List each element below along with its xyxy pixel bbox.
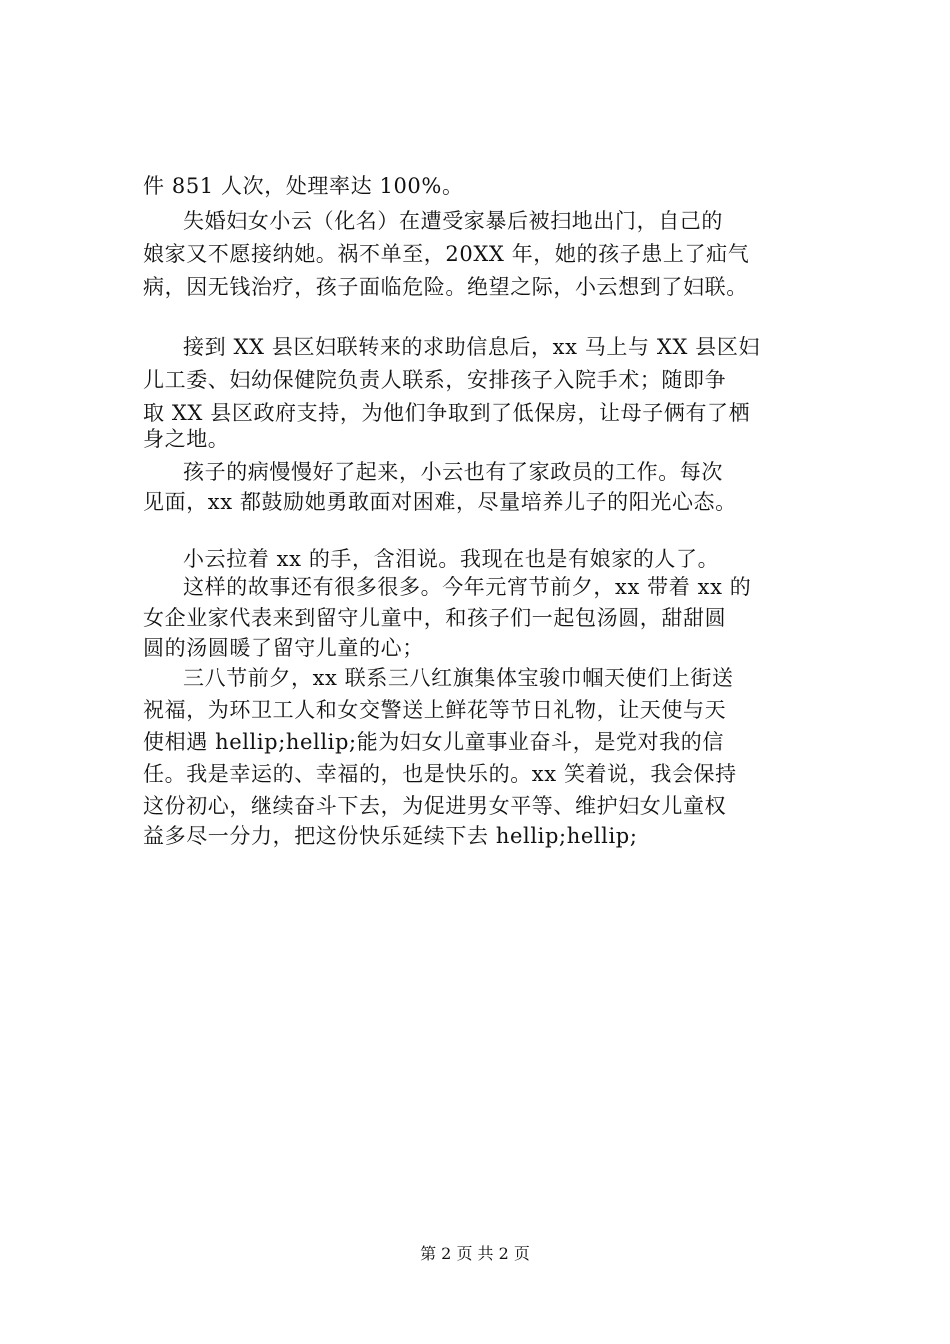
text-line: 益多尽一分力，把这份快乐延续下去 hellip;hellip;	[143, 824, 638, 848]
text-line: 见面，xx 都鼓励她勇敢面对困难，尽量培养儿子的阳光心态。	[143, 490, 737, 514]
paragraph-first-line: 小云拉着 xx 的手，含泪说。我现在也是有娘家的人了。	[183, 547, 720, 571]
text-line: 任。我是幸运的、幸福的，也是快乐的。xx 笑着说，我会保持	[143, 762, 737, 786]
page-number-footer: 第 2 页 共 2 页	[420, 1244, 530, 1263]
text-line: 娘家又不愿接纳她。祸不单至，20XX 年，她的孩子患上了疝气	[143, 242, 750, 266]
text-line: 身之地。	[143, 427, 230, 451]
text-line: 病，因无钱治疗，孩子面临危险。绝望之际，小云想到了妇联。	[143, 275, 748, 299]
text-line: 这份初心，继续奋斗下去，为促进男女平等、维护妇女儿童权	[143, 794, 727, 818]
text-line: 女企业家代表来到留守儿童中，和孩子们一起包汤圆，甜甜圆	[143, 606, 727, 630]
paragraph-first-line: 这样的故事还有很多很多。今年元宵节前夕，xx 带着 xx 的	[183, 575, 752, 599]
text-line: 件 851 人次，处理率达 100%。	[143, 174, 464, 198]
text-line: 使相遇 hellip;hellip;能为妇女儿童事业奋斗，是党对我的信	[143, 730, 724, 754]
paragraph-first-line: 三八节前夕，xx 联系三八红旗集体宝骏巾帼天使们上街送	[183, 666, 734, 690]
paragraph-first-line: 失婚妇女小云（化名）在遭受家暴后被扫地出门，自己的	[183, 209, 723, 233]
text-line: 祝福，为环卫工人和女交警送上鲜花等节日礼物，让天使与天	[143, 698, 727, 722]
text-line: 取 XX 县区政府支持，为他们争取到了低保房，让母子俩有了栖	[143, 401, 751, 425]
paragraph-first-line: 孩子的病慢慢好了起来，小云也有了家政员的工作。每次	[183, 460, 723, 484]
paragraph-first-line: 接到 XX 县区妇联转来的求助信息后，xx 马上与 XX 县区妇	[183, 335, 761, 359]
text-line: 儿工委、妇幼保健院负责人联系，安排孩子入院手术；随即争	[143, 368, 727, 392]
text-line: 圆的汤圆暖了留守儿童的心；	[143, 636, 424, 660]
